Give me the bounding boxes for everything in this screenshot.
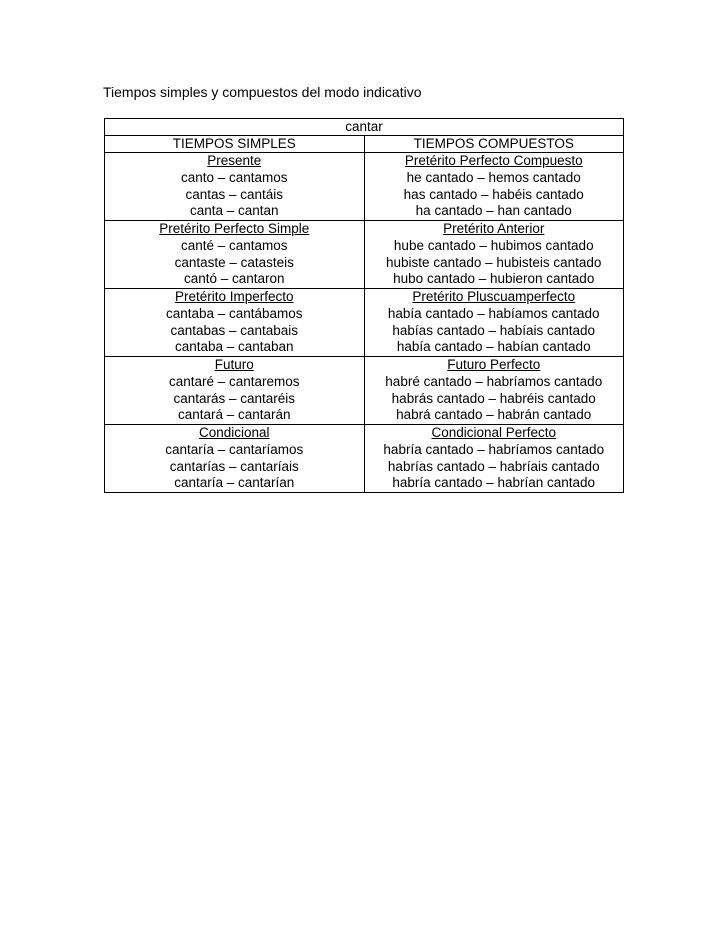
compound-tense-cell: [364, 357, 624, 425]
header-simple-tenses: TIEMPOS SIMPLES: [105, 136, 365, 153]
simple-tense-cell: [105, 357, 365, 425]
simple-tense-form: canta – cantan: [189, 203, 279, 219]
simple-tense-name: Condicional: [198, 425, 270, 440]
simple-tense-cell: [105, 153, 365, 221]
simple-tense-form: cantas – cantáis: [185, 186, 284, 202]
tense-row-preterito-imperfecto: [105, 289, 624, 357]
simple-tense-cell: [105, 425, 365, 493]
simple-tense-form: cantaba – cantaban: [174, 339, 294, 355]
compound-tense-name: Pretérito Anterior: [443, 221, 545, 236]
simple-tense-form: cantarías – cantaríais: [169, 458, 299, 474]
compound-tense-form: habrías cantado – habríais cantado: [387, 458, 600, 474]
compound-tense-form: ha cantado – han cantado: [415, 203, 572, 219]
compound-tense-form: había cantado – habían cantado: [396, 339, 591, 355]
compound-tense-cell: [364, 221, 624, 289]
simple-tense-form: cantó – cantaron: [183, 271, 285, 287]
verb-cell: cantar: [105, 119, 624, 136]
compound-tense-form: he cantado – hemos cantado: [406, 169, 581, 185]
compound-tense-cell: [364, 153, 624, 221]
simple-tense-name: Pretérito Perfecto Simple: [159, 221, 310, 236]
compound-tense-form: habré cantado – habríamos cantado: [385, 373, 603, 389]
tense-row-presente: [105, 153, 624, 221]
simple-tense-form: cantabas – cantabais: [170, 322, 299, 338]
simple-tense-form: canto – cantamos: [180, 169, 288, 185]
tense-row-condicional: [105, 425, 624, 493]
tense-row-futuro: [105, 357, 624, 425]
simple-tense-form: cantará – cantarán: [177, 407, 291, 423]
compound-tense-name: Condicional Perfecto: [431, 425, 557, 440]
simple-tense-form: canté – cantamos: [180, 237, 288, 253]
header-row: [105, 136, 624, 153]
simple-tense-form: cantaría – cantarían: [174, 475, 295, 491]
simple-tense-name: Pretérito Imperfecto: [174, 289, 294, 304]
compound-tense-form: habías cantado – habíais cantado: [392, 322, 596, 338]
compound-tense-cell: [364, 425, 624, 493]
simple-tense-form: cantarás – cantaréis: [173, 390, 296, 406]
compound-tense-cell: [364, 289, 624, 357]
compound-tense-form: habrá cantado – habrán cantado: [396, 407, 592, 423]
compound-tense-name: Futuro Perfecto: [447, 357, 541, 372]
compound-tense-name: Pretérito Perfecto Compuesto: [404, 153, 583, 168]
compound-tense-form: hubo cantado – hubieron cantado: [393, 271, 595, 287]
simple-tense-name: Futuro: [214, 357, 254, 372]
compound-tense-form: habría cantado – habrían cantado: [392, 475, 596, 491]
tense-row-preterito-perfecto-simple: [105, 221, 624, 289]
simple-tense-form: cantaba – cantábamos: [165, 305, 303, 321]
document-title: Tiempos simples y compuestos del modo indicativo: [103, 84, 422, 100]
compound-tense-form: había cantado – habíamos cantado: [387, 305, 600, 321]
simple-tense-form: cantaste – catasteis: [174, 254, 294, 270]
compound-tense-name: Pretérito Pluscuamperfecto: [412, 289, 576, 304]
compound-tense-form: hube cantado – hubimos cantado: [393, 237, 594, 253]
compound-tense-form: habría cantado – habríamos cantado: [383, 441, 605, 457]
simple-tense-form: cantaré – cantaremos: [168, 373, 300, 389]
simple-tense-cell: [105, 289, 365, 357]
verb-row: [105, 119, 624, 136]
simple-tense-cell: [105, 221, 365, 289]
conjugation-table: [104, 118, 624, 493]
compound-tense-form: hubiste cantado – hubisteis cantado: [386, 254, 602, 270]
simple-tense-form: cantaría – cantaríamos: [165, 441, 304, 457]
simple-tense-name: Presente: [207, 153, 262, 168]
compound-tense-form: has cantado – habéis cantado: [403, 186, 584, 202]
header-compound-tenses: TIEMPOS COMPUESTOS: [364, 136, 624, 153]
compound-tense-form: habrás cantado – habréis cantado: [391, 390, 596, 406]
